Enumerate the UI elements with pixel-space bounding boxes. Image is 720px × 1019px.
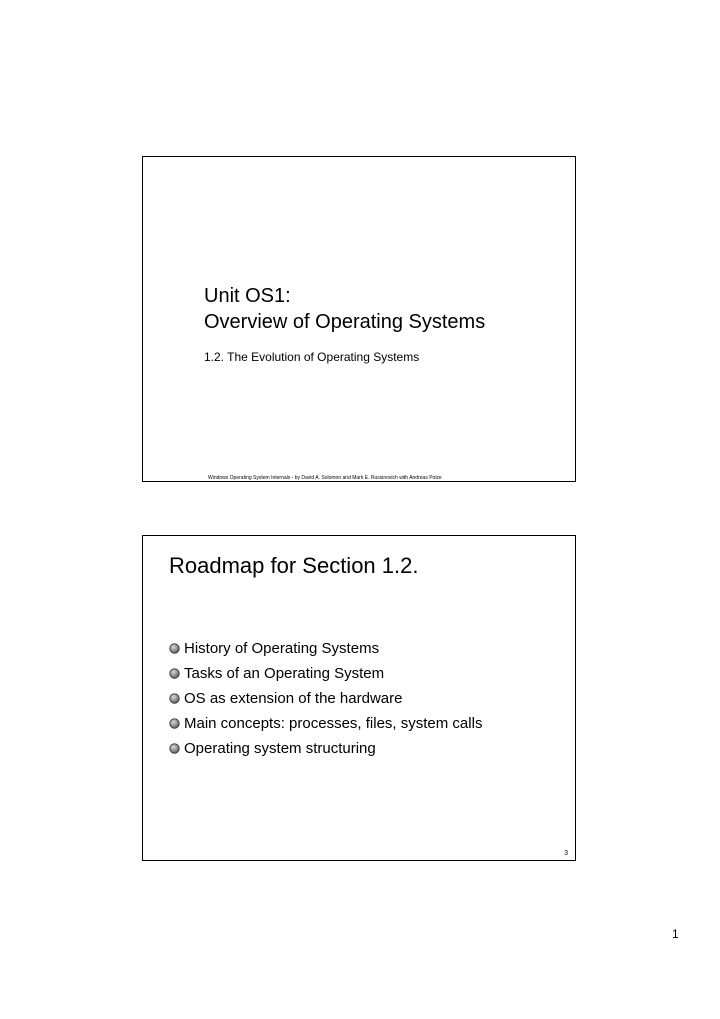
bullet-icon [169,743,180,754]
slide-subtitle: 1.2. The Evolution of Operating Systems [204,350,420,364]
unit-heading: Unit OS1: [204,285,291,307]
bullet-icon [169,643,180,654]
list-item [169,636,482,661]
list-item [169,736,482,761]
page-number: 1 [672,927,679,941]
bullet-icon [169,718,180,729]
list-item-label: Operating system structuring [184,739,376,757]
list-item [169,686,482,711]
list-item [169,661,482,686]
bullet-icon [169,668,180,679]
title-slide [142,156,576,482]
slide-title: Overview of Operating Systems [204,311,486,333]
list-item-label: Tasks of an Operating System [184,664,385,682]
slide-footer: Windows Operating System Internals - by David A. Solomon and Mark E. Russinovich with Andreas Polze [208,475,442,481]
list-item-label: Main concepts: processes, files, system calls [184,714,483,732]
roadmap-slide [142,535,576,861]
roadmap-title: Roadmap for Section 1.2. [169,553,419,578]
slide-page-number: 3 [564,850,568,857]
list-item [169,711,482,736]
roadmap-list [169,636,482,761]
bullet-icon [169,693,180,704]
list-item-label: OS as extension of the hardware [184,689,403,707]
list-item-label: History of Operating Systems [184,639,380,657]
